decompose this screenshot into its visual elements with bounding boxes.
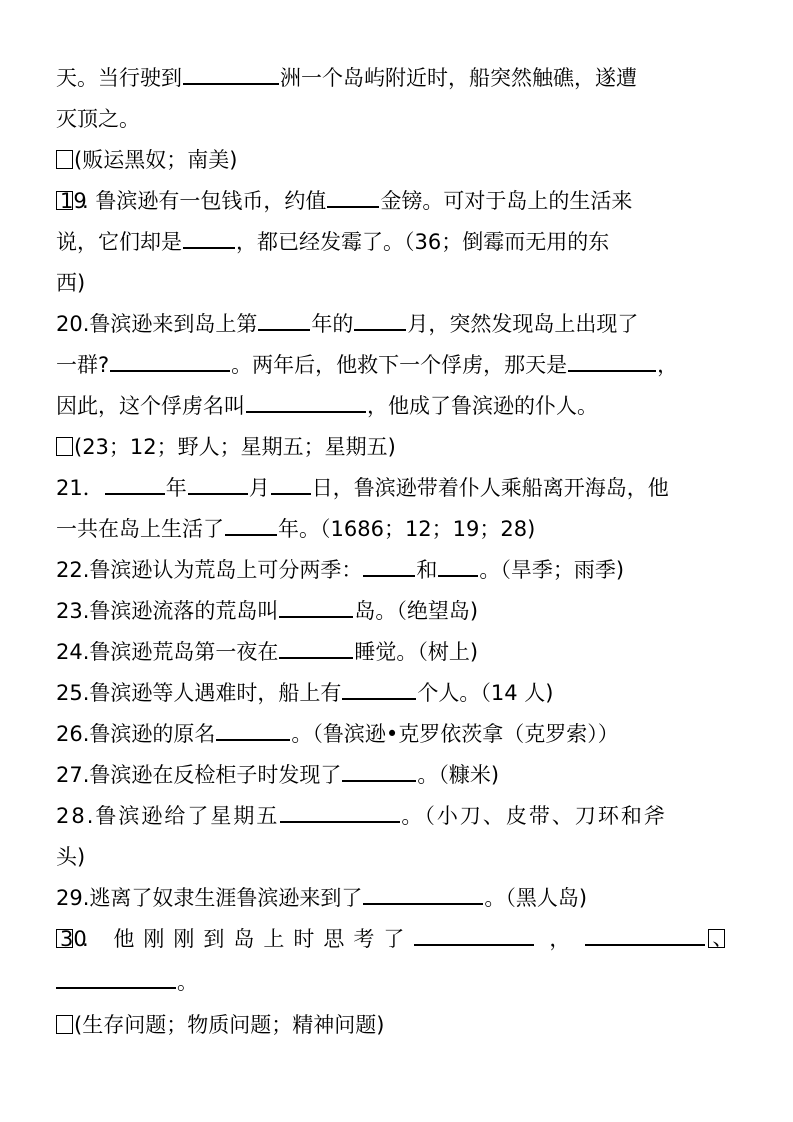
line-24-answer [56,1005,746,1045]
answer-blank[interactable] [246,391,366,413]
question-25 [56,673,746,713]
answer-blank[interactable] [183,63,279,85]
text: 金镑。可对于岛上的生活来 [380,189,633,213]
text: 岛。（绝望岛) [354,599,479,623]
checkbox-icon [56,437,73,456]
text: 灭顶之。 [56,107,140,131]
text: 头) [56,845,86,869]
text: 。（鲁滨逊•克罗依茨拿（克罗索）） [291,722,619,746]
answer-blank[interactable] [363,883,483,905]
text: 月 [248,476,270,500]
text: 年 [165,476,187,500]
text: 说，它们却是 [56,230,182,254]
answer-text: (贩运黑奴；南美) [74,148,238,172]
answer-blank[interactable] [363,555,415,577]
line-20 [56,837,746,877]
text: 20.鲁滨逊来到岛上第 [56,312,258,336]
text: 22.鲁滨逊认为荒岛上可分两季： [56,558,363,582]
question-29 [56,878,746,918]
text: 和 [416,558,438,582]
text: 24.鲁滨逊荒岛第一夜在 [56,640,279,664]
question-19 [56,181,746,221]
answer-blank[interactable] [56,967,176,989]
text: 一群? [56,353,110,377]
text: 天。当行驶到 [56,66,182,90]
text: 26.鲁滨逊的原名 [56,722,216,746]
text: ，他成了鲁滨逊的仆人。 [367,394,598,418]
text: 日，鲁滨逊带着仆人乘船离开海岛，他 [311,476,669,500]
question-24 [56,632,746,672]
line-3-answer [56,140,746,180]
question-20 [56,304,746,344]
checkbox-icon [56,1015,73,1034]
question-21 [56,468,746,508]
text: 27.鲁滨逊在反检柜子时发现了 [56,763,342,787]
answer-blank[interactable] [279,637,353,659]
text: 。 [177,970,198,994]
text: 。（糠米) [417,763,500,787]
question-22 [56,550,746,590]
answer-blank[interactable] [438,555,478,577]
text: 29.逃离了奴隶生涯鲁滨逊来到了 [56,886,363,910]
answer-blank[interactable] [188,473,248,495]
answer-blank[interactable] [110,350,230,372]
text: ， [657,353,679,377]
question-30 [56,919,746,959]
line-23 [56,962,746,1002]
text: 。（旱季；雨季) [479,558,625,582]
answer-blank[interactable] [105,473,165,495]
answer-blank[interactable] [327,186,379,208]
answer-blank[interactable] [568,350,656,372]
text: ， [549,927,571,951]
answer-blank[interactable] [342,760,416,782]
text: . 他刚刚到岛上时思考了 [82,927,414,951]
answer-blank[interactable] [279,596,353,618]
line-8 [56,345,746,385]
text: . 鲁滨逊有一包钱币，约值 [82,189,327,213]
text: 28.鲁滨逊给了星期五 [56,804,280,828]
text: 个人。（14 人) [417,681,554,705]
text: 洲一个岛屿附近时，船突然触礁，遂遭 [280,66,637,90]
question-number-box: 19 [56,191,73,210]
line-10-answer [56,427,746,467]
text: 因此，这个俘虏名叫 [56,394,245,418]
answer-blank[interactable] [225,514,277,536]
answer-blank[interactable] [414,924,534,946]
text: 年。（1686；12；19；28) [278,517,536,541]
text: ，都已经发霉了。（36；倒霉而无用的东 [236,230,610,254]
text: 21． [56,476,104,500]
text: 。两年后，他救下一个俘虏，那天是 [231,353,568,377]
question-28 [56,796,746,836]
text: 25.鲁滨逊等人遇难时，船上有 [56,681,342,705]
answer-text: (23；12；野人；星期五；星期五) [74,435,396,459]
answer-blank[interactable] [354,309,406,331]
text: 西) [56,271,86,295]
text: 年的 [311,312,354,336]
question-27 [56,755,746,795]
text: 23.鲁滨逊流落的荒岛叫 [56,599,279,623]
line-1 [56,58,746,98]
answer-blank[interactable] [216,719,290,741]
text: 月，突然发现岛上出现了 [407,312,639,336]
line-5 [56,222,746,262]
answer-blank[interactable] [342,678,416,700]
line-9 [56,386,746,426]
line-6 [56,263,746,303]
checkbox-icon: 、 [708,929,725,948]
checkbox-icon [56,150,73,169]
question-23 [56,591,746,631]
line-12 [56,509,746,549]
text: 。（黑人岛) [484,886,588,910]
text: 睡觉。（树上) [354,640,479,664]
answer-blank[interactable] [271,473,311,495]
text: 一共在岛上生活了 [56,517,224,541]
answer-blank[interactable] [183,227,235,249]
question-26 [56,714,746,754]
question-number-box: 30 [56,929,73,948]
answer-text: (生存问题；物质问题；精神问题) [74,1013,385,1037]
text: 。（小刀、皮带、刀环和斧 [401,804,667,828]
answer-blank[interactable] [280,801,400,823]
line-2 [56,99,746,139]
answer-blank[interactable] [585,924,705,946]
answer-blank[interactable] [258,309,310,331]
